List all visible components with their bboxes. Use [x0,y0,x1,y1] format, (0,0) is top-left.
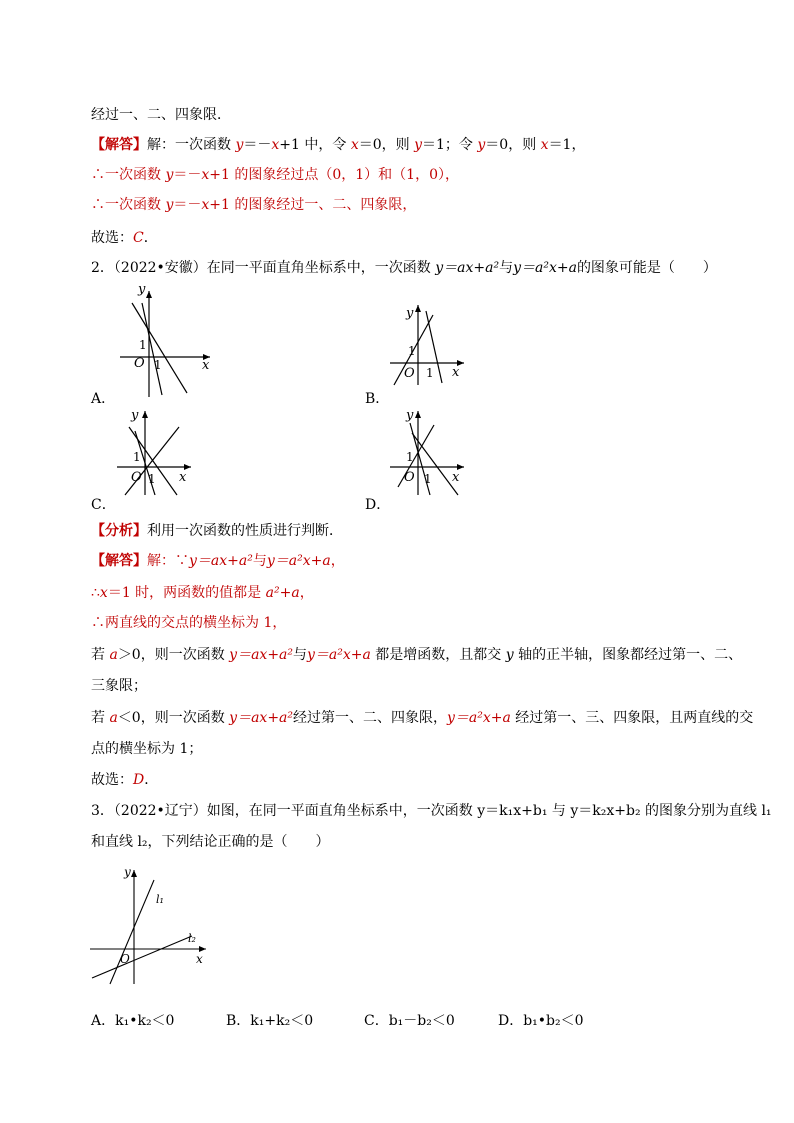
var: a [109,710,118,726]
text: ＝0，则 [485,137,541,153]
formula: y＝ax+a² [435,260,500,276]
graph-d [388,403,478,498]
var: x [201,197,210,213]
text: +1 中，令 [279,137,351,153]
text: ， [330,553,345,569]
y-label: y [406,408,414,423]
y-arrow [131,870,137,877]
text: 与 [252,553,267,569]
text: 都是增函数，且都交 [370,647,506,663]
y-arrow [415,305,421,312]
solution-2-line-5: 三象限； [91,678,147,694]
y-label: y [138,282,146,297]
origin-label: O [134,356,145,371]
x-label: x [452,470,460,485]
formula: y＝ax+a² [229,710,294,726]
text: 与 [293,647,308,663]
text: ＞0，则一次函数 [117,647,230,663]
var: x [350,137,359,153]
x-tick-label: 1 [148,472,156,486]
formula: y＝ax+a² [229,647,294,663]
text: 与 [499,260,514,276]
l1-label: l₁ [156,893,164,906]
graph-q3 [88,860,218,990]
y-tick-label: 1 [406,450,414,464]
text: ， [299,585,314,601]
solution-step-1 [91,166,459,184]
answer: C [133,230,144,246]
option-b[interactable]: B． [365,391,390,407]
origin-label: O [404,470,415,485]
y-tick-label: 1 [408,344,416,358]
formula: y＝ax+a² [189,553,253,569]
q3-option-a[interactable]: A．k₁•k₂＜0 [91,1013,175,1029]
solution-2-line-3: ∴两直线的交点的横坐标为 1， [91,615,287,631]
graph-b [388,303,478,388]
solution-tag: 【解答】 [91,137,147,153]
answer: D [133,772,145,788]
formula: y＝a²x+a [266,553,331,569]
analysis-line [91,522,343,540]
text: ＝－ [173,167,202,183]
text: 若 [91,647,110,663]
text: ＜0，则一次函数 [117,710,230,726]
x-tick-label: 1 [154,358,162,372]
text: ＝1；令 [422,137,478,153]
answer-line-2 [91,771,158,789]
text: 2．（2022•安徽）在同一平面直角坐标系中，一次函数 [91,260,436,276]
analysis-tag: 【分析】 [91,523,147,539]
option-a[interactable]: A． [91,391,116,407]
x-tick-label: 1 [426,366,434,380]
text: ∴一次函数 [91,197,166,213]
text: 轴的正半轴，图象都经过第一、二、 [513,647,743,663]
text: ∴ [91,585,100,601]
var: a [109,647,118,663]
text: 故选： [91,230,133,246]
option-d[interactable]: D． [365,497,391,513]
q3-option-b[interactable]: B．k₁+k₂＜0 [226,1013,314,1029]
text: +1 的图象经过点（0，1）和（1，0）， [209,167,459,183]
answer-line-1 [91,229,158,247]
text: 故选： [91,772,133,788]
text: +1 的图象经过一、二、四象限， [209,197,417,213]
y-label: y [124,865,131,879]
y-label: y [131,408,139,423]
solution-2-line-2 [91,584,314,602]
y-tick-label: 1 [139,338,147,352]
y-arrow [415,411,421,418]
y-label: y [406,306,414,321]
text: 解：一次函数 [147,137,236,153]
text: 利用一次函数的性质进行判断． [147,523,343,539]
y-arrow [142,411,148,418]
line-3 [412,433,458,495]
var: x [540,137,549,153]
formula: a²+a [265,585,300,601]
graph-c [115,403,205,498]
question-3-stem-1: 3．（2022•辽宁）如图，在同一平面直角坐标系中，一次函数 y＝k₁x+b₁ 与 y＝k₂x+b₂ 的图象分别为直线 l₁ [91,803,772,819]
l2-label: l₂ [188,932,196,945]
origin-label: O [131,470,142,485]
text: 经过第一、三、四象限，且两直线的交 [510,710,754,726]
text: ∴一次函数 [91,167,166,183]
var: y [235,137,244,153]
x-label: x [452,365,460,380]
q3-option-c[interactable]: C．b₁－b₂＜0 [364,1013,455,1029]
text: 解：∵ [147,553,189,569]
var: y [165,167,174,183]
question-3-stem-2: 和直线 l₂，下列结论正确的是（ ） [91,834,330,850]
text: ＝1， [548,137,586,153]
formula: y＝a²x+a [513,260,577,276]
text: 经过第一、二、四象限， [293,710,448,726]
origin-label: O [120,952,130,966]
var: y [505,647,514,663]
solution-2-line-1 [91,552,345,570]
text: ＝－ [173,197,202,213]
y-tick-label: 1 [133,450,141,464]
text-line-1: 经过一、二、四象限． [91,107,231,123]
graph-a [112,282,212,400]
x-label: x [202,358,210,373]
solution-2-line-7: 点的横坐标为 1； [91,741,203,757]
var: y [414,137,423,153]
solution-line [91,136,585,154]
option-c[interactable]: C． [91,497,116,513]
text: ． [144,772,159,788]
solution-2-line-4 [91,646,742,664]
text: ＝－ [243,137,272,153]
var: x [201,167,210,183]
solution-2-line-6 [91,709,753,727]
text: 若 [91,710,110,726]
origin-label: O [404,366,415,381]
text: 的图象可能是（ ） [576,260,717,276]
line-l1 [110,880,154,984]
text: ＝0，则 [358,137,415,153]
var: x [271,137,280,153]
line-l2 [92,936,192,978]
x-tick-label: 1 [424,472,432,486]
var: x [99,585,108,601]
question-2-stem [91,259,717,277]
x-label: x [196,952,203,966]
y-arrow [146,291,152,298]
solution-tag: 【解答】 [91,553,147,569]
var: y [477,137,486,153]
formula: y＝a²x+a [447,710,511,726]
solution-step-2 [91,196,416,214]
text: ． [143,230,158,246]
var: y [165,197,174,213]
formula: y＝a²x+a [307,647,371,663]
q3-option-d[interactable]: D．b₁•b₂＜0 [498,1013,584,1029]
text: ＝1 时，两函数的值都是 [107,585,266,601]
x-label: x [179,470,187,485]
